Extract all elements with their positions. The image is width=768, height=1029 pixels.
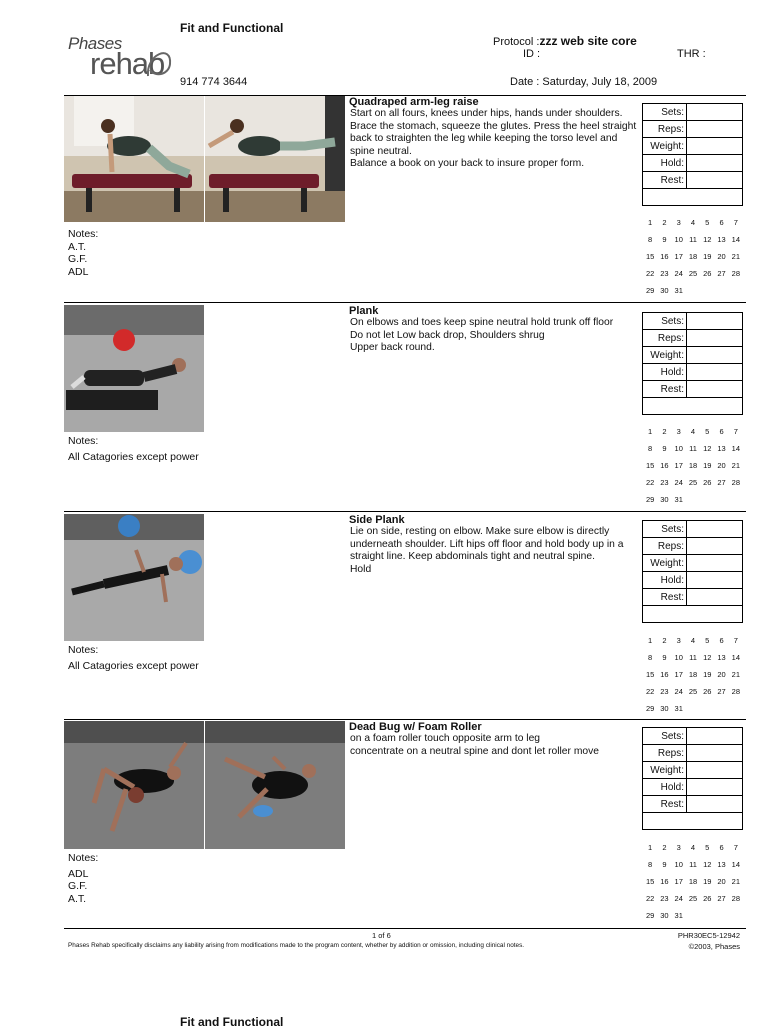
calendar-day[interactable]: 11 <box>689 860 697 869</box>
copyright: ©2003, Phases <box>688 942 740 951</box>
calendar-day[interactable]: 24 <box>674 269 683 278</box>
calendar-day[interactable]: 5 <box>705 843 710 852</box>
calendar-day[interactable]: 12 <box>703 235 712 244</box>
exercise-description: on a foam roller touch opposite arm to leg concentrate on a neutral spine and dont let roller move <box>350 733 599 757</box>
calendar-day[interactable]: 23 <box>660 687 669 696</box>
reps-field[interactable] <box>687 538 743 555</box>
calendar-day <box>714 286 728 303</box>
calendar-day[interactable]: 4 <box>690 636 696 645</box>
clinic-phone: 914 774 3644 <box>180 76 248 88</box>
calendar-week <box>643 235 743 252</box>
rest-label: Rest: <box>643 172 687 189</box>
calendar-day[interactable]: 6 <box>719 427 724 436</box>
calendar-day[interactable]: 2 <box>662 427 667 436</box>
calendar-day[interactable]: 25 <box>688 894 698 903</box>
exercise-photo <box>205 721 345 849</box>
calendar-day[interactable]: 8 <box>648 653 653 662</box>
calendar-day[interactable]: 15 <box>645 877 655 886</box>
exercise-log-table <box>642 520 743 623</box>
calendar-week <box>643 687 743 704</box>
calendar-day[interactable]: 24 <box>674 478 683 487</box>
calendar-day[interactable]: 23 <box>660 894 669 903</box>
sets-field[interactable] <box>687 728 743 745</box>
logo-text-bottom: rehab <box>90 46 165 81</box>
calendar-day[interactable]: 17 <box>674 670 683 679</box>
exercise-divider <box>64 302 746 303</box>
calendar-day[interactable]: 25 <box>688 269 698 278</box>
sets-field[interactable] <box>687 104 743 121</box>
hold-label: Hold: <box>643 155 687 172</box>
calendar-day[interactable]: 26 <box>703 478 712 487</box>
calendar-day[interactable]: 3 <box>676 427 681 436</box>
calendar-day <box>700 495 714 512</box>
calendar-day[interactable]: 24 <box>674 894 683 903</box>
calendar-day[interactable]: 9 <box>662 653 667 662</box>
exercise-log-table <box>642 312 743 415</box>
calendar-day[interactable]: 13 <box>717 653 726 662</box>
calendar-day[interactable]: 1 <box>648 218 653 227</box>
calendar-day[interactable]: 29 <box>645 911 655 920</box>
calendar-day[interactable]: 16 <box>660 670 669 679</box>
hold-label: Hold: <box>643 572 687 589</box>
calendar-week <box>643 286 743 303</box>
calendar-day <box>729 286 743 303</box>
exercise-photo <box>64 305 204 432</box>
day-calendar <box>643 218 743 303</box>
calendar-day[interactable]: 29 <box>645 704 655 713</box>
exercise-log-table <box>642 103 743 206</box>
calendar-week <box>643 843 743 860</box>
calendar-day[interactable]: 10 <box>674 444 683 453</box>
calendar-day[interactable]: 14 <box>731 860 740 869</box>
calendar-day[interactable]: 5 <box>705 218 710 227</box>
calendar-day[interactable]: 4 <box>690 427 696 436</box>
rest-field[interactable] <box>687 381 743 398</box>
calendar-day[interactable]: 7 <box>733 636 738 645</box>
calendar-day[interactable]: 6 <box>719 218 724 227</box>
calendar-day[interactable]: 25 <box>688 687 698 696</box>
reps-field[interactable] <box>687 745 743 762</box>
calendar-day <box>686 495 700 512</box>
calendar-day[interactable]: 19 <box>703 461 712 470</box>
calendar-week <box>643 461 743 478</box>
calendar-day <box>729 911 743 928</box>
calendar-day[interactable]: 28 <box>731 894 740 903</box>
calendar-week <box>643 495 743 512</box>
hold-field[interactable] <box>687 572 743 589</box>
calendar-day[interactable]: 19 <box>703 877 712 886</box>
weight-field[interactable] <box>687 347 743 364</box>
calendar-day[interactable]: 31 <box>674 911 683 920</box>
calendar-week <box>643 894 743 911</box>
calendar-day[interactable]: 15 <box>645 670 655 679</box>
calendar-day[interactable]: 30 <box>660 495 669 504</box>
exercise-photo <box>64 514 204 641</box>
reps-field[interactable] <box>687 330 743 347</box>
hold-field[interactable] <box>687 779 743 796</box>
calendar-day[interactable]: 28 <box>731 269 740 278</box>
exercise-notes <box>68 852 98 905</box>
calendar-day[interactable]: 27 <box>717 478 726 487</box>
exercise-photo <box>64 721 204 849</box>
calendar-day[interactable]: 26 <box>703 687 712 696</box>
calendar-day[interactable]: 28 <box>731 478 740 487</box>
thr-label: THR : <box>677 48 706 60</box>
calendar-day[interactable]: 1 <box>648 636 653 645</box>
calendar-day[interactable]: 22 <box>645 687 655 696</box>
calendar-day[interactable]: 31 <box>674 495 683 504</box>
hold-label: Hold: <box>643 779 687 796</box>
page-number: 1 of 6 <box>372 931 391 940</box>
exercise-description: Lie on side, resting on elbow. Make sure elbow is directly underneath shoulder. Lift hips off floor and hold body up in a straight line. Keep abdominals tight and neutral spine. Hold <box>350 526 624 575</box>
calendar-day[interactable]: 9 <box>662 235 667 244</box>
logo-text-top: Phases <box>68 34 122 53</box>
protocol-label: Protocol : <box>493 36 540 48</box>
calendar-day[interactable]: 6 <box>719 843 724 852</box>
rest-label: Rest: <box>643 589 687 606</box>
calendar-day[interactable]: 21 <box>731 252 740 261</box>
calendar-week <box>643 444 743 461</box>
calendar-day[interactable]: 14 <box>731 235 740 244</box>
weight-field[interactable] <box>687 762 743 779</box>
exercise-description: On elbows and toes keep spine neutral hold trunk off floor Do not let Low back drop, Shoulders shrug Upper back round. <box>350 317 614 353</box>
calendar-day[interactable]: 26 <box>703 269 712 278</box>
day-calendar <box>643 636 743 721</box>
exercise-divider <box>64 511 746 512</box>
calendar-day[interactable]: 17 <box>674 461 683 470</box>
rest-label: Rest: <box>643 796 687 813</box>
calendar-day[interactable]: 12 <box>703 860 712 869</box>
notes-label: Notes: <box>68 644 99 656</box>
rest-field[interactable] <box>687 796 743 813</box>
rest-field[interactable] <box>687 172 743 189</box>
calendar-day <box>729 495 743 512</box>
calendar-day[interactable]: 1 <box>648 843 653 852</box>
calendar-day[interactable]: 18 <box>688 877 698 886</box>
liability-disclaimer: Phases Rehab specifically disclaims any liability arising from modifications made to the program content, whether by addition or omission, including clinical notes. <box>68 942 525 949</box>
calendar-day[interactable]: 10 <box>674 860 683 869</box>
calendar-week <box>643 427 743 444</box>
calendar-week <box>643 653 743 670</box>
calendar-day[interactable]: 2 <box>662 636 667 645</box>
calendar-day[interactable]: 5 <box>705 427 710 436</box>
calendar-day <box>686 911 700 928</box>
footer-divider <box>64 928 746 929</box>
calendar-day[interactable]: 16 <box>660 461 669 470</box>
calendar-day[interactable]: 23 <box>660 478 669 487</box>
calendar-week <box>643 218 743 235</box>
reps-label: Reps: <box>643 330 687 347</box>
calendar-day[interactable]: 20 <box>717 670 726 679</box>
exercise-description: Start on all fours, knees under hips, hands under shoulders. Brace the stomach, squeeze the glutes. Press the heel straight back to straighten the leg while keeping the torso level and spine neutral. Balance a book on your back to insure proper form. <box>350 108 637 169</box>
calendar-day[interactable]: 7 <box>733 427 738 436</box>
calendar-day[interactable]: 21 <box>731 461 740 470</box>
reps-label: Reps: <box>643 745 687 762</box>
sets-label: Sets: <box>643 728 687 745</box>
calendar-day[interactable]: 11 <box>689 653 697 662</box>
calendar-day[interactable]: 21 <box>731 877 740 886</box>
calendar-day[interactable]: 20 <box>717 252 726 261</box>
calendar-day[interactable]: 31 <box>674 286 683 295</box>
exercise-title: Dead Bug w/ Foam Roller <box>349 721 482 733</box>
calendar-day[interactable]: 18 <box>688 252 698 261</box>
calendar-week <box>643 877 743 894</box>
weight-label: Weight: <box>643 555 687 572</box>
hold-field[interactable] <box>687 364 743 381</box>
calendar-day[interactable]: 11 <box>689 235 697 244</box>
sets-label: Sets: <box>643 104 687 121</box>
calendar-day[interactable]: 30 <box>660 286 669 295</box>
calendar-day[interactable]: 17 <box>674 252 683 261</box>
calendar-day[interactable]: 10 <box>674 653 683 662</box>
weight-label: Weight: <box>643 347 687 364</box>
calendar-day[interactable]: 23 <box>660 269 669 278</box>
next-page-clinic-name: Fit and Functional <box>180 1015 284 1029</box>
notes-label: Notes: <box>68 228 99 240</box>
calendar-day[interactable]: 5 <box>705 636 710 645</box>
calendar-day[interactable]: 20 <box>717 461 726 470</box>
calendar-day[interactable]: 27 <box>717 269 726 278</box>
calendar-day[interactable]: 10 <box>674 235 683 244</box>
id-label: ID : <box>523 48 541 60</box>
calendar-day[interactable]: 13 <box>717 860 726 869</box>
calendar-week <box>643 269 743 286</box>
rest-field[interactable] <box>687 589 743 606</box>
calendar-day[interactable]: 16 <box>660 877 669 886</box>
weight-field[interactable] <box>687 555 743 572</box>
calendar-day[interactable]: 22 <box>645 894 655 903</box>
calendar-day[interactable]: 6 <box>719 636 724 645</box>
calendar-day[interactable]: 3 <box>676 843 681 852</box>
weight-label: Weight: <box>643 138 687 155</box>
weight-label: Weight: <box>643 762 687 779</box>
notes-label: Notes: <box>68 435 99 447</box>
calendar-day[interactable]: 30 <box>660 704 669 713</box>
calendar-day[interactable]: 7 <box>733 218 738 227</box>
calendar-day[interactable]: 18 <box>688 670 698 679</box>
note-line: ADL <box>68 265 89 278</box>
sets-label: Sets: <box>643 521 687 538</box>
calendar-day[interactable]: 8 <box>648 860 653 869</box>
calendar-day[interactable]: 15 <box>645 461 655 470</box>
day-calendar <box>643 843 743 928</box>
calendar-day[interactable]: 4 <box>690 218 696 227</box>
calendar-day[interactable]: 22 <box>645 269 655 278</box>
protocol-value: zzz web site core <box>539 34 637 48</box>
reps-label: Reps: <box>643 538 687 555</box>
calendar-day[interactable]: 7 <box>733 843 738 852</box>
hold-label: Hold: <box>643 364 687 381</box>
blank-log-row[interactable] <box>643 606 743 623</box>
calendar-day[interactable]: 14 <box>731 653 740 662</box>
exercise-title: Plank <box>349 305 379 317</box>
weight-field[interactable] <box>687 138 743 155</box>
exercise-title: Side Plank <box>349 514 405 526</box>
calendar-day[interactable]: 2 <box>662 218 667 227</box>
calendar-day[interactable]: 26 <box>703 894 712 903</box>
calendar-day[interactable]: 2 <box>662 843 667 852</box>
calendar-week <box>643 636 743 653</box>
calendar-day[interactable]: 19 <box>703 252 712 261</box>
blank-log-row[interactable] <box>643 189 743 206</box>
exercise-title: Quadraped arm-leg raise <box>349 96 479 108</box>
calendar-week <box>643 478 743 495</box>
calendar-day[interactable]: 12 <box>703 653 712 662</box>
hold-field[interactable] <box>687 155 743 172</box>
exercise-divider <box>64 719 746 720</box>
calendar-day[interactable]: 27 <box>717 894 726 903</box>
calendar-day[interactable]: 13 <box>717 235 726 244</box>
calendar-day <box>714 495 728 512</box>
calendar-day[interactable]: 3 <box>676 218 681 227</box>
note-line: ADL <box>68 867 89 880</box>
day-calendar <box>643 427 743 512</box>
exercise-photo <box>205 96 345 222</box>
calendar-day[interactable]: 31 <box>674 704 683 713</box>
document-code: PHR30EC5-12942 <box>677 931 740 940</box>
calendar-day[interactable]: 24 <box>674 687 683 696</box>
calendar-day[interactable]: 21 <box>731 670 740 679</box>
calendar-day <box>686 286 700 303</box>
calendar-day[interactable]: 16 <box>660 252 669 261</box>
calendar-day[interactable]: 30 <box>660 911 669 920</box>
calendar-day[interactable]: 3 <box>676 636 681 645</box>
calendar-week <box>643 860 743 877</box>
calendar-day[interactable]: 20 <box>717 877 726 886</box>
calendar-day[interactable]: 1 <box>648 427 653 436</box>
calendar-day[interactable]: 8 <box>648 444 653 453</box>
phases-rehab-logo <box>66 32 176 82</box>
calendar-day <box>714 911 728 928</box>
calendar-day[interactable]: 29 <box>645 286 655 295</box>
calendar-day[interactable]: 27 <box>717 687 726 696</box>
calendar-day <box>700 911 714 928</box>
calendar-day[interactable]: 9 <box>662 444 667 453</box>
calendar-week <box>643 670 743 687</box>
calendar-day[interactable]: 22 <box>645 478 655 487</box>
program-date: Date : Saturday, July 18, 2009 <box>510 76 658 88</box>
note-line: G.F. <box>68 880 88 892</box>
note-line: All Catagories except power <box>68 450 199 463</box>
note-line: A.T. <box>68 240 87 253</box>
exercise-notes <box>68 644 199 672</box>
blank-log-row[interactable] <box>643 398 743 415</box>
calendar-day[interactable]: 11 <box>689 444 697 453</box>
calendar-week <box>643 252 743 269</box>
calendar-day[interactable]: 12 <box>703 444 712 453</box>
exercise-log-table <box>642 727 743 830</box>
protocol-line <box>493 34 637 48</box>
calendar-day[interactable]: 4 <box>690 843 696 852</box>
calendar-day[interactable]: 28 <box>731 687 740 696</box>
calendar-day[interactable]: 25 <box>688 478 698 487</box>
calendar-day[interactable]: 17 <box>674 877 683 886</box>
note-line: All Catagories except power <box>68 659 199 672</box>
reps-field[interactable] <box>687 121 743 138</box>
calendar-day[interactable]: 13 <box>717 444 726 453</box>
sets-label: Sets: <box>643 313 687 330</box>
calendar-day[interactable]: 29 <box>645 495 655 504</box>
exercise-notes <box>68 435 199 463</box>
reps-label: Reps: <box>643 121 687 138</box>
calendar-day <box>700 286 714 303</box>
blank-log-row[interactable] <box>643 813 743 830</box>
clinic-name: Fit and Functional <box>180 21 284 35</box>
calendar-day[interactable]: 9 <box>662 860 667 869</box>
calendar-day[interactable]: 19 <box>703 670 712 679</box>
sets-field[interactable] <box>687 313 743 330</box>
rest-label: Rest: <box>643 381 687 398</box>
calendar-week <box>643 911 743 928</box>
notes-label: Notes: <box>68 852 99 864</box>
calendar-day[interactable]: 8 <box>648 235 653 244</box>
note-line: A.T. <box>68 892 87 905</box>
calendar-day[interactable]: 15 <box>645 252 655 261</box>
exercise-notes <box>68 228 98 278</box>
calendar-day[interactable]: 14 <box>731 444 740 453</box>
exercise-photo <box>64 96 204 222</box>
note-line: G.F. <box>68 253 88 265</box>
logo-swoosh-icon <box>144 40 176 80</box>
sets-field[interactable] <box>687 521 743 538</box>
calendar-day[interactable]: 18 <box>688 461 698 470</box>
